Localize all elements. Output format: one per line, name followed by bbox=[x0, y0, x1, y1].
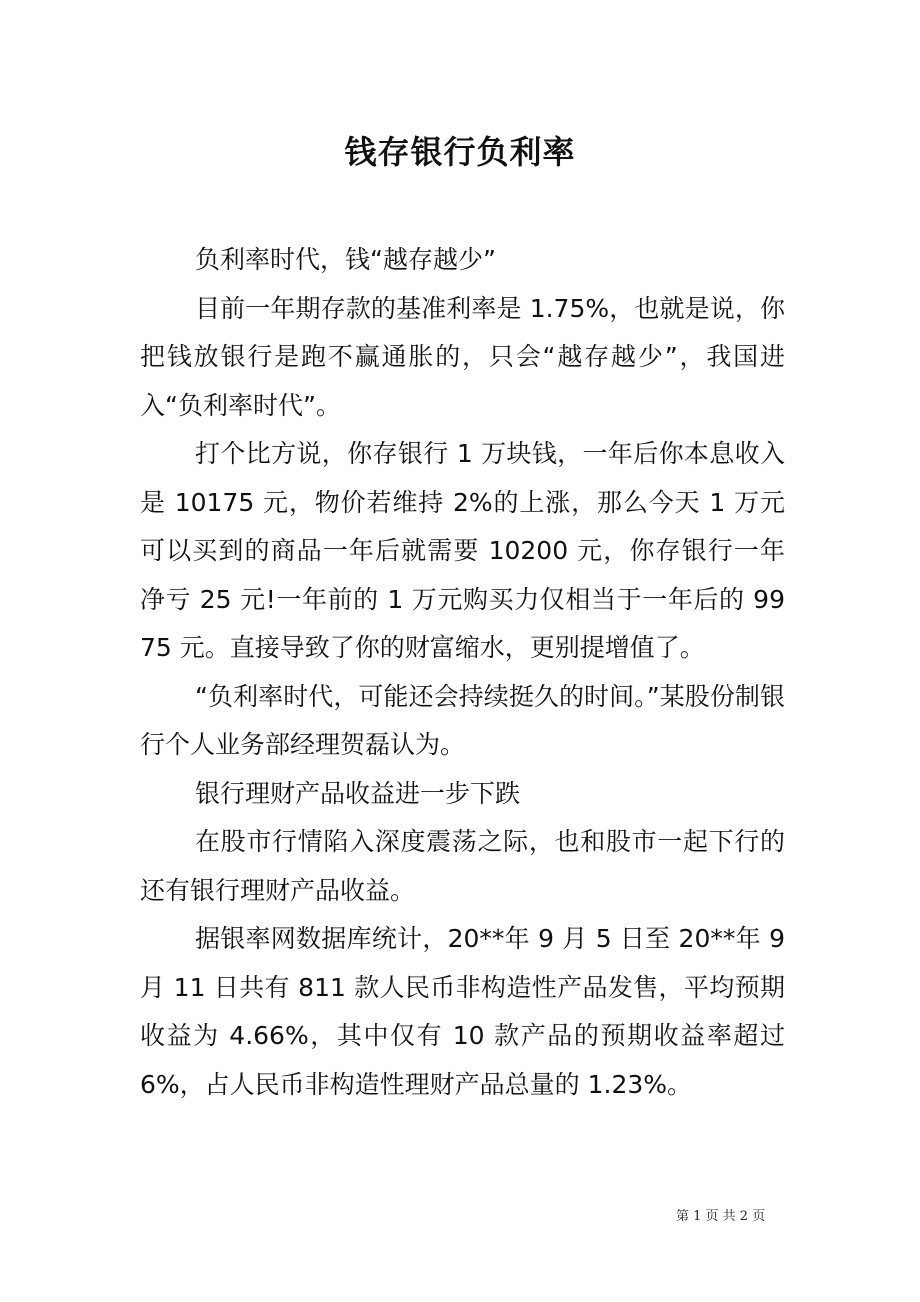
document-title: 钱存银行负利率 bbox=[344, 133, 576, 171]
paragraph-example: 打个比方说，你存银行 1 万块钱，一年后你本息收入是 10175 元，物价若维持 2%的上涨，那么今天 1 万元可以买到的商品一年后就需要 10200 元，你存银行一年净亏 25 元!一年前的 1 万元购买力仅相当于一年后的 9975 元。直接导致了你的财富缩水，更别提增值了。 bbox=[140, 439, 785, 662]
paragraph-stock-market: 在股市行情陷入深度震荡之际，也和股市一起下行的还有银行理财产品收益。 bbox=[140, 827, 785, 905]
paragraph-quote: “负利率时代，可能还会持续挺久的时间。”某股份制银行个人业务部经理贺磊认为。 bbox=[140, 681, 785, 759]
paragraph-subheading-wealth-products: 银行理财产品收益进一步下跌 bbox=[195, 778, 521, 808]
paragraph-subheading-negative-rate: 负利率时代，钱“越存越少” bbox=[195, 245, 496, 274]
document-body bbox=[140, 236, 785, 1109]
paragraph-benchmark-rate: 目前一年期存款的基准利率是 1.75%，也就是说，你把钱放银行是跑不赢通胀的，只会“越存越少”，我国进入“负利率时代”。 bbox=[140, 293, 785, 420]
page-number-footer: 第 1 页 共 2 页 bbox=[676, 1209, 766, 1224]
paragraph-statistics: 据银率网数据库统计，20**年 9 月 5 日至 20**年 9 月 11 日共有 811 款人民币非构造性产品发售，平均预期收益为 4.66%，其中仅有 10 款产品的预期收益率超过 6%，占人民币非构造性理财产品总量的 1.23%。 bbox=[140, 924, 785, 1099]
